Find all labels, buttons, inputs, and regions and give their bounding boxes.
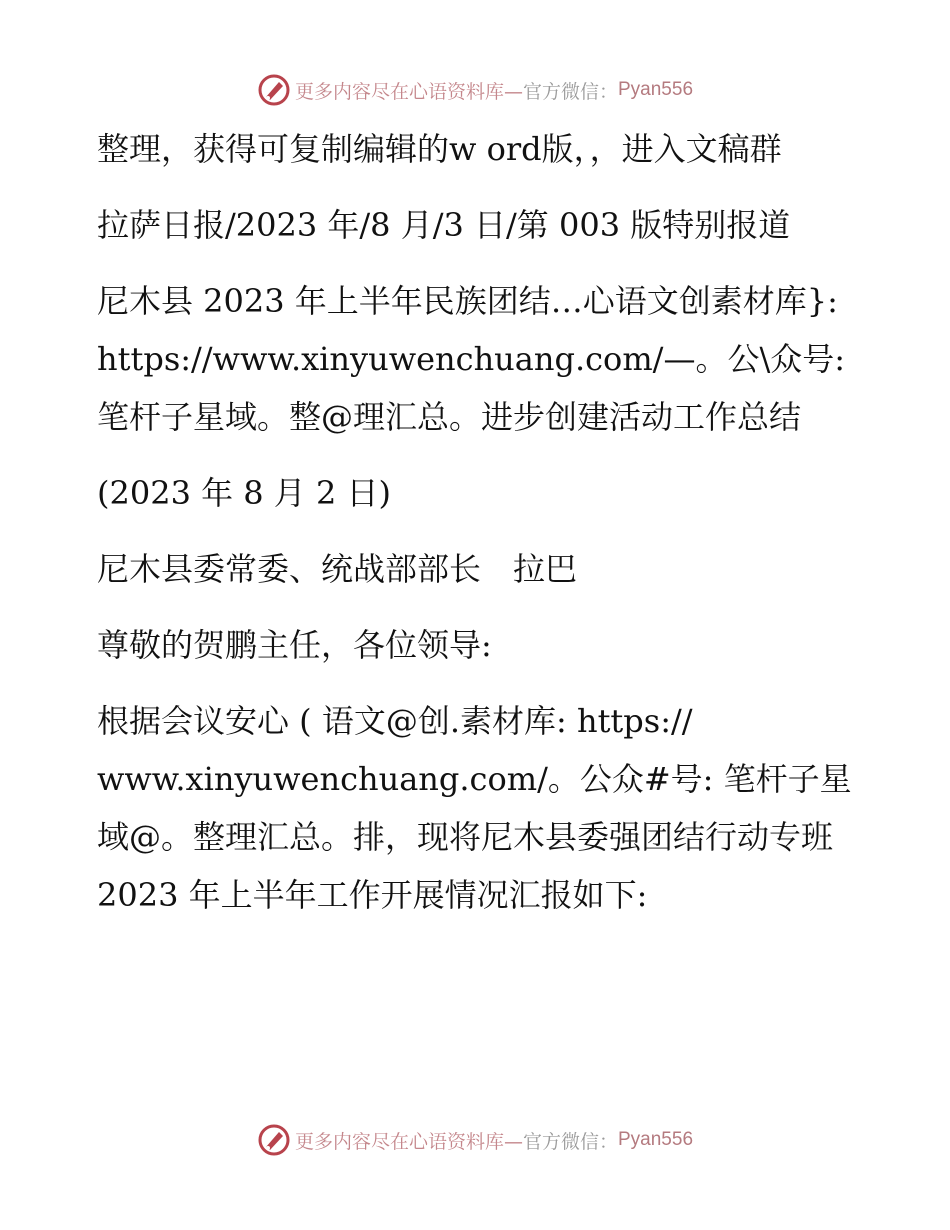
banner-account: Pyan556 <box>618 79 694 100</box>
pen-logo-icon <box>257 1123 291 1157</box>
banner-wechat-label: 官方微信： <box>522 80 618 103</box>
paragraph-intro: 整理，获得可复制编辑的w ord版，，进入文稿群 <box>97 130 782 168</box>
pen-logo-icon <box>257 73 291 107</box>
banner-text: 更多内容尽在心语资料库— <box>294 1130 523 1153</box>
paragraph-date: (2023 年 8 月 2 日) <box>97 474 391 512</box>
footer-watermark-banner <box>0 1120 950 1160</box>
banner-wechat-label: 官方微信： <box>522 1130 618 1153</box>
paragraph-source: 拉萨日报/2023 年/8 月/3 日/第 003 版特别报道 <box>97 206 791 244</box>
paragraph-body: 根据会议安心 ( 语文@创.素材库: https:// www.xinyuwenchuang.com/。公众#号: 笔杆子星域@。整理汇总。排，现将尼木县委强团结行动专班 2023 年上半年工作开展情况汇报如下: <box>97 702 852 914</box>
paragraph-salutation: 尊敬的贺鹏主任，各位领导: <box>97 626 492 664</box>
paragraph-author: 尼木县委常委、统战部部长 拉巴 <box>97 550 578 588</box>
document-body <box>97 120 857 924</box>
paragraph-title: 尼木县 2023 年上半年民族团结…心语文创素材库}: https://www.xinyuwenchuang.com/—。公\众号: 笔杆子星域。整@理汇总。进步创建活动工作总结 <box>97 282 846 436</box>
banner-account: Pyan556 <box>618 1129 694 1150</box>
banner-text: 更多内容尽在心语资料库— <box>294 80 523 103</box>
header-watermark-banner <box>0 70 950 110</box>
